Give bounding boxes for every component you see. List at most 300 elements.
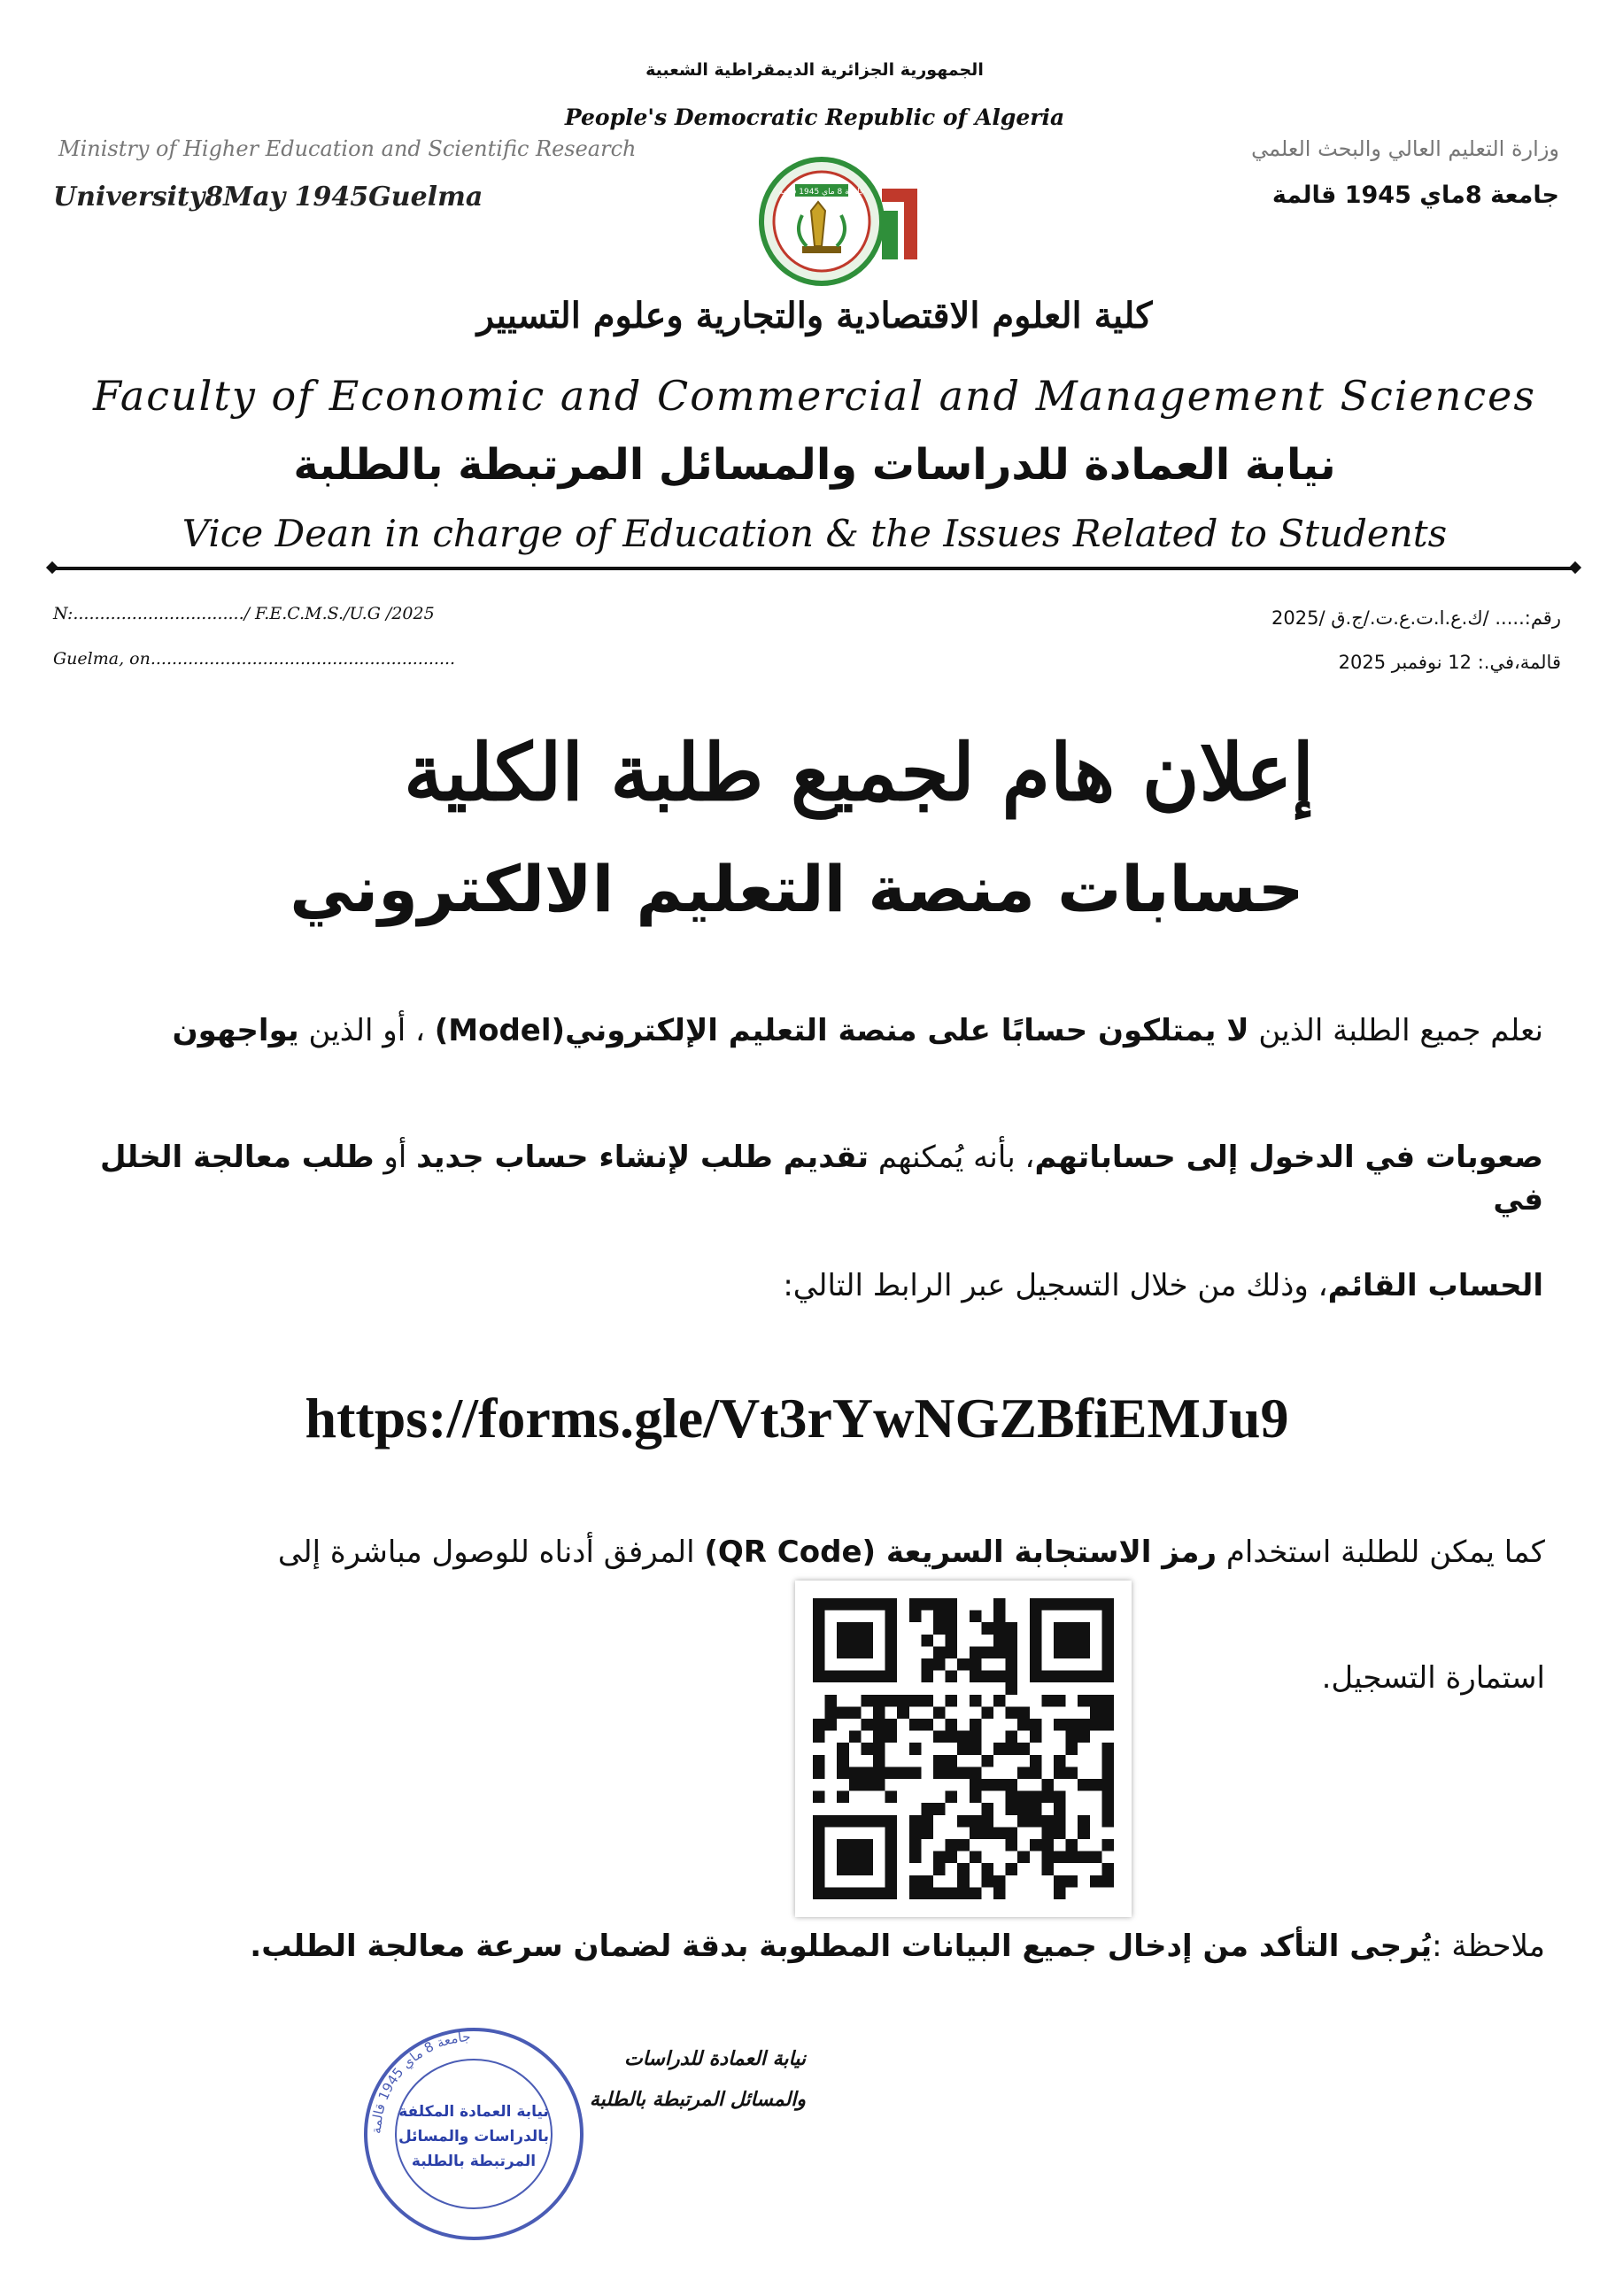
qr-module [1101, 1755, 1114, 1767]
reference-date-ar: قالمة،في.: 12 نوفمبر 2025 [1338, 652, 1561, 673]
qr-module [1054, 1887, 1066, 1899]
republic-title-ar: الجمهورية الجزائرية الديمقراطية الشعبية [645, 60, 984, 80]
qr-module [813, 1719, 825, 1731]
qr-module [813, 1863, 825, 1875]
qr-module [885, 1731, 898, 1743]
qr-module [849, 1839, 862, 1851]
qr-module [1030, 1815, 1042, 1828]
qr-module [885, 1875, 898, 1888]
qr-module [885, 1598, 898, 1611]
qr-module [861, 1635, 873, 1647]
qr-module [873, 1766, 885, 1779]
qr-module [1101, 1635, 1114, 1647]
qr-module [1101, 1695, 1114, 1707]
qr-module [1066, 1646, 1078, 1658]
qr-module [825, 1695, 838, 1707]
qr-module [1090, 1875, 1102, 1888]
qr-module [1030, 1839, 1042, 1851]
vice-dean-title-en: Vice Dean in charge of Education & the Issues Related to Students [182, 512, 1448, 555]
qr-module [1006, 1863, 1018, 1875]
qr-module [946, 1766, 958, 1779]
qr-module [1017, 1719, 1030, 1731]
qr-module [813, 1611, 825, 1623]
qr-module [1101, 1671, 1114, 1683]
qr-module [885, 1863, 898, 1875]
qr-module [1101, 1719, 1114, 1731]
qr-module [1054, 1622, 1066, 1635]
qr-module [1090, 1695, 1102, 1707]
qr-module [933, 1887, 946, 1899]
qr-module [1101, 1803, 1114, 1815]
qr-module [1066, 1743, 1078, 1755]
qr-module [970, 1827, 982, 1839]
qr-module [993, 1875, 1006, 1888]
official-stamp [354, 2019, 593, 2249]
qr-module [933, 1706, 946, 1719]
qr-module [909, 1719, 922, 1731]
qr-module [946, 1887, 958, 1899]
qr-module [813, 1851, 825, 1864]
reference-number-ar: رقم:..... /ك.ع.ا.ت.ع.ت./ج.ق /2025 [1271, 607, 1561, 629]
qr-module [933, 1803, 946, 1815]
qr-module [861, 1863, 873, 1875]
qr-module [993, 1646, 1006, 1658]
qr-module [813, 1635, 825, 1647]
body-line-3 [73, 1264, 1543, 1307]
qr-module [970, 1671, 982, 1683]
qr-module [885, 1827, 898, 1839]
qr-module [909, 1851, 922, 1864]
qr-module [813, 1875, 825, 1888]
qr-module [970, 1779, 982, 1791]
qr-module [873, 1671, 885, 1683]
qr-module [946, 1851, 958, 1864]
qr-module [957, 1815, 970, 1828]
qr-module [946, 1622, 958, 1635]
qr-module [1030, 1755, 1042, 1767]
qr-module [1066, 1671, 1078, 1683]
qr-module [933, 1863, 946, 1875]
qr-module [1078, 1671, 1090, 1683]
note-line [93, 1929, 1545, 1964]
qr-module [970, 1719, 982, 1731]
qr-module [813, 1839, 825, 1851]
qr-module [1054, 1671, 1066, 1683]
qr-module [1101, 1598, 1114, 1611]
qr-module [1101, 1875, 1114, 1888]
qr-module [1078, 1598, 1090, 1611]
body-text: ، أو الذين [298, 1013, 435, 1048]
qr-module [897, 1766, 909, 1779]
qr-module [825, 1671, 838, 1683]
logo-text: جامعة 8 ماي 1945 قالمة [778, 188, 865, 197]
signature-line-1: نيابة العمادة للدراسات [624, 2047, 806, 2070]
qr-module [1041, 1863, 1054, 1875]
qr-module [873, 1719, 885, 1731]
registration-link[interactable]: https://forms.gle/Vt3rYwNGZBfiEMJu9 [305, 1387, 1289, 1449]
qr-module [957, 1863, 970, 1875]
university-name-en: University8May 1945Guelma [53, 182, 483, 213]
ministry-name-en: Ministry of Higher Education and Scientific Research [58, 136, 637, 161]
qr-module [970, 1695, 982, 1707]
qr-module [837, 1863, 849, 1875]
qr-module [933, 1851, 946, 1864]
qr-module [981, 1815, 993, 1828]
qr-module [993, 1743, 1006, 1755]
qr-module [1017, 1851, 1030, 1864]
qr-module [1078, 1695, 1090, 1707]
qr-module [1101, 1622, 1114, 1635]
qr-module [1030, 1635, 1042, 1647]
qr-module [1054, 1719, 1066, 1731]
qr-module [813, 1766, 825, 1779]
university-name-ar: جامعة 8ماي 1945 قالمة [1271, 182, 1559, 209]
qr-module [970, 1791, 982, 1804]
qr-module [981, 1863, 993, 1875]
qr-module [909, 1611, 922, 1623]
reference-number-en: N:................................/ F.E.C.M.S./U.G /2025 [53, 604, 435, 623]
qr-module [885, 1622, 898, 1635]
announcement-subtitle: حسابات منصة التعليم الالكتروني [290, 852, 1304, 926]
qr-module [885, 1766, 898, 1779]
qr-module [813, 1791, 825, 1804]
note-label: ملاحظة : [1432, 1929, 1545, 1964]
qr-module [861, 1766, 873, 1779]
qr-module [909, 1598, 922, 1611]
faculty-name-ar: كلية العلوم الاقتصادية والتجارية وعلوم التسيير [476, 295, 1153, 336]
body-text: ، بأنه يُمكنهم [869, 1140, 1035, 1175]
qr-module [1030, 1622, 1042, 1635]
qr-module [1078, 1827, 1090, 1839]
qr-module [981, 1755, 993, 1767]
qr-module [1006, 1731, 1018, 1743]
qr-module [1078, 1646, 1090, 1658]
qr-module [861, 1887, 873, 1899]
qr-module [873, 1887, 885, 1899]
qr-module [909, 1766, 922, 1779]
qr-module [981, 1706, 993, 1719]
body-text: كما يمكن للطلبة استخدام [1217, 1535, 1545, 1570]
qr-module [993, 1598, 1006, 1611]
qr-module [981, 1803, 993, 1815]
divider-ornament-right [1569, 561, 1581, 574]
qr-module [1030, 1646, 1042, 1658]
qr-module [1078, 1719, 1090, 1731]
qr-module [993, 1695, 1006, 1707]
body-line-1 [73, 1009, 1543, 1052]
qr-module [825, 1598, 838, 1611]
qr-module [970, 1743, 982, 1755]
qr-module [885, 1851, 898, 1864]
qr-module [1006, 1622, 1018, 1635]
qr-module [849, 1887, 862, 1899]
qr-module [970, 1646, 982, 1658]
qr-module [1078, 1779, 1090, 1791]
qr-module [849, 1731, 862, 1743]
body-text: نعلم جميع الطلبة الذين [1248, 1013, 1543, 1048]
qr-module [849, 1706, 862, 1719]
qr-module [1066, 1598, 1078, 1611]
qr-module [921, 1719, 933, 1731]
qr-module [909, 1695, 922, 1707]
qr-module [1006, 1658, 1018, 1671]
qr-module [957, 1766, 970, 1779]
qr-module [1006, 1779, 1018, 1791]
qr-module [849, 1598, 862, 1611]
qr-module [837, 1839, 849, 1851]
qr-instruction-line-2: استمارة التسجيل. [1321, 1660, 1545, 1696]
qr-module [849, 1863, 862, 1875]
qr-module [849, 1815, 862, 1828]
qr-module [1101, 1863, 1114, 1875]
qr-module [1054, 1766, 1066, 1779]
qr-module [897, 1706, 909, 1719]
qr-module [1066, 1766, 1078, 1779]
qr-module [1078, 1635, 1090, 1647]
qr-module [825, 1815, 838, 1828]
qr-module [981, 1875, 993, 1888]
qr-module [849, 1622, 862, 1635]
qr-module [1041, 1815, 1054, 1828]
qr-module [970, 1658, 982, 1671]
qr-module [1041, 1839, 1054, 1851]
qr-module [970, 1887, 982, 1899]
qr-module [837, 1622, 849, 1635]
qr-module [1054, 1598, 1066, 1611]
qr-module [946, 1635, 958, 1647]
qr-module [946, 1791, 958, 1804]
qr-module [873, 1731, 885, 1743]
qr-module [837, 1766, 849, 1779]
qr-module [1054, 1827, 1066, 1839]
qr-code[interactable] [813, 1598, 1114, 1899]
qr-module [1054, 1815, 1066, 1828]
reference-date-en: Guelma, on......................................................... [53, 649, 456, 669]
qr-module [1090, 1779, 1102, 1791]
qr-module [909, 1839, 922, 1851]
qr-module [933, 1646, 946, 1658]
qr-module [1101, 1839, 1114, 1851]
qr-module [1101, 1779, 1114, 1791]
qr-module [993, 1611, 1006, 1623]
qr-module [921, 1671, 933, 1683]
qr-module [849, 1851, 862, 1864]
qr-module [957, 1658, 970, 1671]
qr-module [1006, 1827, 1018, 1839]
qr-module [837, 1815, 849, 1828]
qr-module [885, 1658, 898, 1671]
qr-module [921, 1815, 933, 1828]
qr-module [993, 1779, 1006, 1791]
qr-module [1006, 1671, 1018, 1683]
body-text: المرفق أدناه للوصول مباشرة إلى [277, 1535, 705, 1570]
university-logo [740, 149, 953, 290]
qr-module [861, 1839, 873, 1851]
qr-module [861, 1622, 873, 1635]
qr-module [1090, 1851, 1102, 1864]
qr-module [909, 1887, 922, 1899]
qr-module [1017, 1803, 1030, 1815]
faculty-name-en: Faculty of Economic and Commercial and Management Sciences [93, 372, 1536, 420]
qr-module [837, 1791, 849, 1804]
qr-module [946, 1839, 958, 1851]
body-emphasis: لا يمتلكون حسابًا على منصة التعليم الإلكتروني(Model) [434, 1013, 1249, 1048]
stamp-line-2: بالدراسات والمسائل [398, 2128, 550, 2145]
qr-module [813, 1622, 825, 1635]
qr-module [1066, 1622, 1078, 1635]
qr-module [1006, 1682, 1018, 1695]
qr-module [885, 1695, 898, 1707]
qr-module [909, 1815, 922, 1828]
qr-module [957, 1887, 970, 1899]
republic-title-en: People's Democratic Republic of Algeria [564, 104, 1065, 130]
qr-module [861, 1695, 873, 1707]
qr-module [946, 1755, 958, 1767]
qr-module [1078, 1622, 1090, 1635]
qr-module [933, 1766, 946, 1779]
qr-module [861, 1851, 873, 1864]
stamp-line-3: المرتبطة بالطلبة [411, 2153, 537, 2170]
qr-module [909, 1875, 922, 1888]
body-line-2 [73, 1136, 1543, 1221]
qr-module [933, 1611, 946, 1623]
qr-module [1041, 1779, 1054, 1791]
qr-module [873, 1779, 885, 1791]
qr-module [1078, 1815, 1090, 1828]
qr-module [825, 1719, 838, 1731]
qr-module [970, 1815, 982, 1828]
qr-module [1054, 1875, 1066, 1888]
qr-module [921, 1875, 933, 1888]
body-emphasis: طلب معالجة الخلل في [100, 1140, 1543, 1218]
qr-module [861, 1779, 873, 1791]
qr-module [1006, 1791, 1018, 1804]
qr-module [1054, 1646, 1066, 1658]
qr-module [849, 1671, 862, 1683]
note-text: يُرجى التأكد من إدخال جميع البيانات المطلوبة بدقة لضمان سرعة معالجة الطلب. [250, 1929, 1433, 1964]
qr-module [813, 1671, 825, 1683]
qr-module [1054, 1635, 1066, 1647]
qr-module [1078, 1731, 1090, 1743]
signature-line-2: والمسائل المرتبطة بالطلبة [589, 2088, 806, 2111]
qr-module [1006, 1803, 1018, 1815]
qr-module [861, 1719, 873, 1731]
qr-module [970, 1851, 982, 1864]
qr-module [957, 1743, 970, 1755]
qr-module [1030, 1611, 1042, 1623]
qr-module [1101, 1743, 1114, 1755]
qr-module [813, 1731, 825, 1743]
divider-ornament-left [46, 561, 58, 574]
body-emphasis: تقديم طلب لإنشاء حساب جديد [416, 1140, 869, 1175]
qr-module [1066, 1851, 1078, 1864]
qr-module [1054, 1803, 1066, 1815]
qr-module [837, 1887, 849, 1899]
qr-module [1078, 1851, 1090, 1864]
qr-module [849, 1766, 862, 1779]
qr-module [1017, 1706, 1030, 1719]
qr-module [825, 1887, 838, 1899]
qr-module [885, 1815, 898, 1828]
body-emphasis: رمز الاستجابة السريعة (QR Code) [704, 1535, 1217, 1570]
qr-module [1101, 1611, 1114, 1623]
qr-module [1090, 1706, 1102, 1719]
qr-module [837, 1598, 849, 1611]
qr-module [981, 1779, 993, 1791]
qr-module [1066, 1731, 1078, 1743]
qr-code-frame[interactable] [795, 1581, 1132, 1917]
qr-module [946, 1646, 958, 1658]
qr-module [885, 1719, 898, 1731]
qr-module [1066, 1719, 1078, 1731]
qr-module [946, 1598, 958, 1611]
qr-module [885, 1839, 898, 1851]
qr-module [885, 1611, 898, 1623]
qr-module [921, 1695, 933, 1707]
qr-module [1030, 1766, 1042, 1779]
qr-module [946, 1671, 958, 1683]
qr-module [813, 1646, 825, 1658]
qr-module [921, 1827, 933, 1839]
qr-module [981, 1646, 993, 1658]
qr-module [1054, 1695, 1066, 1707]
header-divider [53, 567, 1576, 570]
qr-module [885, 1635, 898, 1647]
qr-module [837, 1851, 849, 1864]
qr-module [1101, 1658, 1114, 1671]
qr-module [1090, 1719, 1102, 1731]
qr-module [981, 1671, 993, 1683]
qr-module [981, 1827, 993, 1839]
qr-module [993, 1635, 1006, 1647]
body-emphasis: صعوبات في الدخول إلى حساباتهم [1034, 1140, 1543, 1175]
qr-module [1101, 1815, 1114, 1828]
qr-module [1030, 1803, 1042, 1815]
qr-module [933, 1598, 946, 1611]
qr-module [1030, 1791, 1042, 1804]
qr-module [933, 1755, 946, 1767]
qr-module [1006, 1839, 1018, 1851]
qr-module [1090, 1598, 1102, 1611]
qr-module [861, 1646, 873, 1658]
qr-module [897, 1695, 909, 1707]
qr-module [885, 1887, 898, 1899]
qr-module [1041, 1695, 1054, 1707]
qr-module [813, 1815, 825, 1828]
qr-module [1054, 1755, 1066, 1767]
qr-module [837, 1755, 849, 1767]
qr-module [1017, 1766, 1030, 1779]
qr-module [909, 1743, 922, 1755]
qr-module [885, 1646, 898, 1658]
qr-module [873, 1815, 885, 1828]
qr-module [813, 1755, 825, 1767]
stamp-ring-text: جامعة 8 ماي 1945 قالمة [367, 2028, 472, 2135]
body-text: ، وذلك من خلال التسجيل عبر الرابط التالي: [783, 1268, 1328, 1303]
qr-module [1090, 1671, 1102, 1683]
qr-module [1066, 1635, 1078, 1647]
qr-module [1066, 1875, 1078, 1888]
qr-module [873, 1598, 885, 1611]
qr-module [933, 1731, 946, 1743]
qr-module [970, 1731, 982, 1743]
qr-module [849, 1635, 862, 1647]
qr-module [861, 1671, 873, 1683]
qr-module [946, 1611, 958, 1623]
qr-module [837, 1646, 849, 1658]
qr-module [957, 1839, 970, 1851]
qr-module [993, 1887, 1006, 1899]
